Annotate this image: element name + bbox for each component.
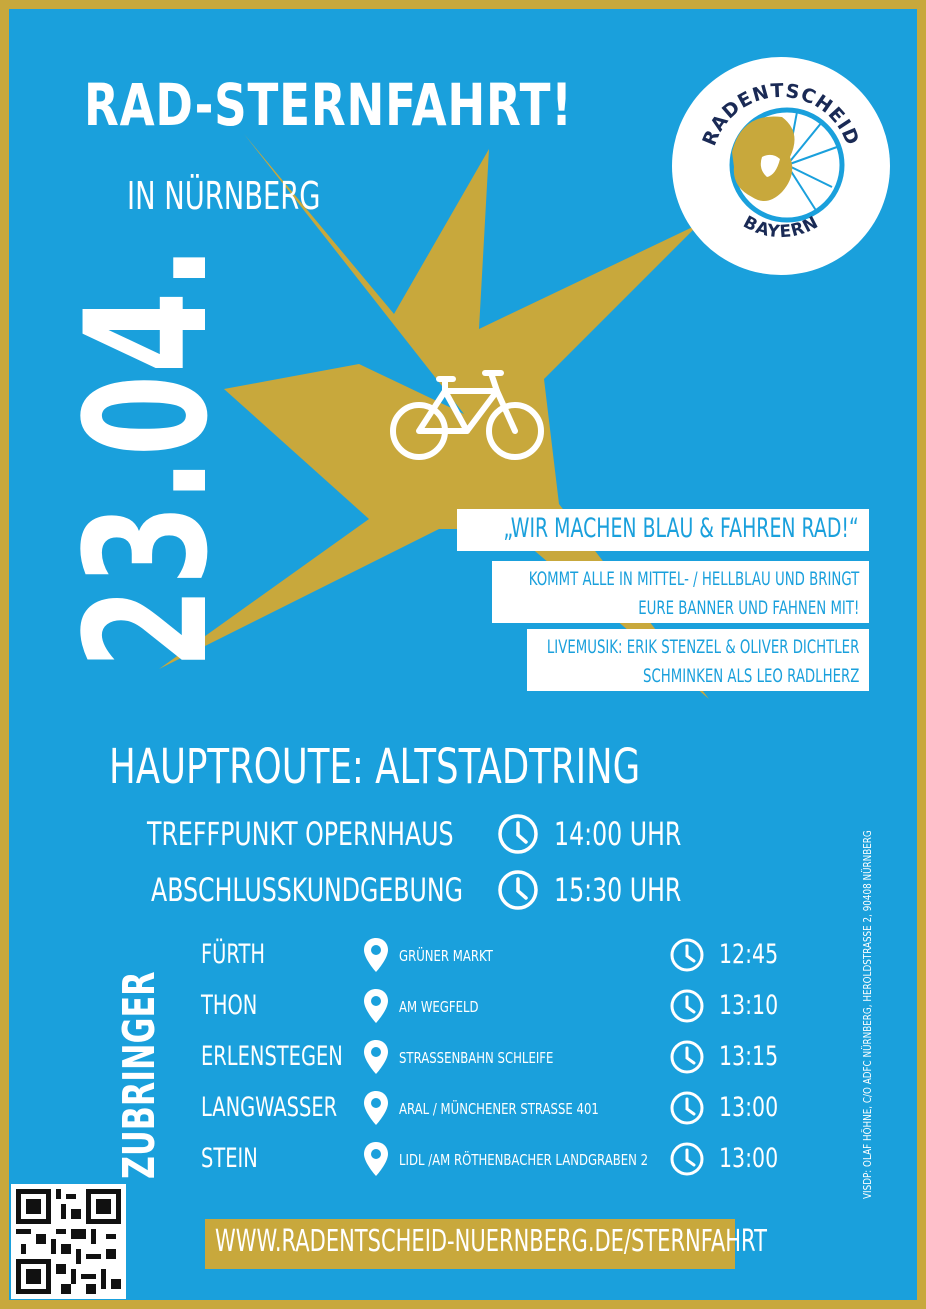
website-link[interactable] [205,1219,767,1269]
map-pin-icon [363,1039,389,1075]
map-pin-icon [363,1141,389,1177]
qr-code-icon[interactable] [11,1184,126,1299]
feeder-time: 13:00 [719,1143,779,1174]
main-route-label: HAUPTROUTE: ALTSTADTRING [109,739,641,795]
feeder-city: FÜRTH [201,939,266,970]
svg-text:RADENTSCHEID: RADENTSCHEID [698,79,864,149]
clock-icon [669,937,705,973]
feeder-time: 13:00 [719,1092,779,1123]
lion-wheel-icon [672,57,890,275]
poster-title: RAD-STERNFAHRT! [84,71,573,139]
event-date: 23.04. [49,243,245,669]
feeder-place: GRÜNER MARKT [399,947,493,965]
closing-time: 15:30 UHR [554,871,682,909]
imprint-text: VISDP: OLAF HÖHNE, C/O ADFC NÜRNBERG, HEROLDSTRASSE 2, 90408 NÜRNBERG [861,830,874,1199]
clock-icon [669,1141,705,1177]
feeder-place: ARAL / MÜNCHENER STRASSE 401 [399,1100,599,1118]
website-url[interactable]: WWW.RADENTSCHEID-NUERNBERG.DE/STERNFAHRT [215,1224,767,1259]
feeder-time: 13:10 [719,990,779,1021]
poster-body [9,9,917,1300]
clock-icon [497,813,539,855]
feeder-place: LIDL /AM RÖTHENBACHER LANDGRABEN 2 [399,1151,649,1169]
quote-headline-box [457,509,869,551]
map-pin-icon [363,988,389,1024]
clock-icon [669,988,705,1024]
feeder-city: ERLENSTEGEN [201,1041,343,1072]
quote-line-3: LIVEMUSIK: ERIK STENZEL & OLIVER DICHTLER [546,636,859,658]
feeder-time: 12:45 [719,939,779,970]
quote-info-box [492,561,869,623]
map-pin-icon [363,937,389,973]
feeders-heading: ZUBRINGER [114,971,165,1179]
feeder-place: STRASSENBAHN SCHLEIFE [399,1049,554,1067]
svg-text:BAYERN: BAYERN [739,212,823,243]
closing-label: ABSCHLUSSKUNDGEBUNG [151,871,463,909]
feeder-place: AM WEGFELD [399,998,479,1016]
meeting-time: 14:00 UHR [554,815,682,853]
clock-icon [669,1039,705,1075]
feeder-city: LANGWASSER [201,1092,338,1123]
poster-subtitle: IN NÜRNBERG [127,174,321,218]
feeder-city: THON [201,990,258,1021]
clock-icon [497,869,539,911]
feeder-time: 13:15 [719,1041,779,1072]
map-pin-icon [363,1090,389,1126]
quote-headline: „WIR MACHEN BLAU & FAHREN RAD!“ [503,513,859,544]
feeder-city: STEIN [201,1143,258,1174]
quote-line-1: KOMMT ALLE IN MITTEL- / HELLBLAU UND BRINGT [528,568,859,590]
meeting-label: TREFFPUNKT OPERNHAUS [147,815,454,853]
clock-icon [669,1090,705,1126]
bicycle-icon [387,361,547,471]
radentscheid-logo [672,57,890,275]
quote-line-2: EURE BANNER UND FAHNEN MIT! [637,597,859,619]
quote-line-4: SCHMINKEN ALS LEO RADLHERZ [642,665,859,687]
quote-extra-box [527,629,869,691]
